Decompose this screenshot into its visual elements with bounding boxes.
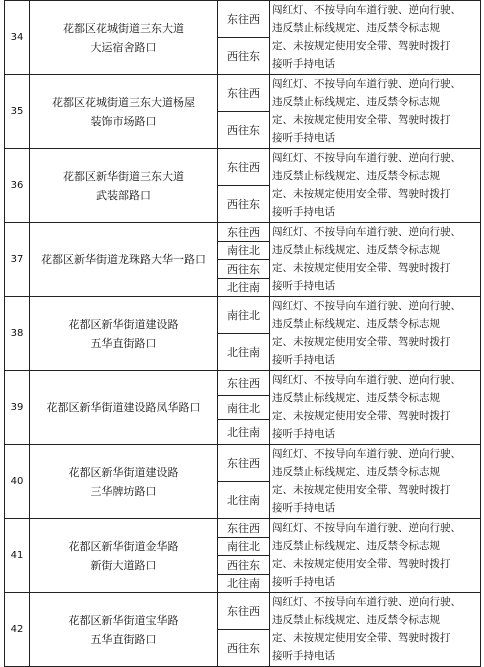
location-cell: [30, 519, 218, 593]
location-line: 五华直街路口: [90, 632, 157, 646]
violation-line: 违反禁止标线规定、违反禁令标志规: [272, 22, 440, 35]
violation-line: 接听手持电话: [272, 502, 335, 515]
violation-line: 闯红灯、不按导向车道行驶、逆向行驶、: [272, 78, 461, 90]
row-number: 35: [5, 75, 30, 149]
violation-line: 接听手持电话: [272, 576, 335, 589]
location-cell: [30, 445, 218, 519]
violation-line: 接听手持电话: [272, 206, 335, 219]
location-line: 花都区花城街道三东大道杨屋: [52, 95, 195, 109]
table-row: [5, 149, 481, 223]
location-line: 武装部路口: [96, 188, 151, 202]
row-number: 42: [5, 593, 30, 667]
direction-label: 南往北: [218, 396, 269, 421]
location-cell: [30, 297, 218, 371]
table-row: [5, 593, 481, 667]
row-number: 40: [5, 445, 30, 519]
table-row: [5, 75, 481, 149]
location-line: 三华牌坊路口: [90, 484, 157, 498]
directions-cell: [218, 593, 270, 667]
violation-line: 接听手持电话: [272, 58, 335, 71]
violation-line: 定、未按规定使用安全带、驾驶时拨打: [272, 40, 451, 53]
table-row: [5, 445, 481, 519]
direction-label: 东往西: [218, 223, 269, 242]
violations-cell: [270, 519, 481, 593]
location-cell: [30, 75, 218, 149]
violation-line: 接听手持电话: [272, 650, 335, 663]
violation-line: 闯红灯、不按导向车道行驶、逆向行驶、: [272, 300, 461, 312]
location-line: 花都区新华街道金华路: [68, 539, 179, 553]
direction-label: 西往东: [218, 556, 269, 575]
location-line: 花都区新华街道龙珠路大华一路口: [41, 253, 206, 266]
directions-cell: [218, 371, 270, 445]
directions-cell: [218, 149, 270, 223]
direction-label: 东往西: [218, 519, 269, 538]
row-number: 38: [5, 297, 30, 371]
location-cell: [30, 1, 218, 75]
location-line: 新街大道路口: [90, 558, 157, 572]
directions-cell: [218, 297, 270, 371]
violation-line: 闯红灯、不按导向车道行驶、逆向行驶、: [272, 448, 461, 460]
table-row: [5, 223, 481, 297]
table-body: [5, 1, 481, 667]
direction-label: 东往西: [218, 371, 269, 396]
location-line: 花都区新华街道建设路凤华路口: [46, 401, 201, 414]
location-cell: [30, 371, 218, 445]
row-number: 34: [5, 1, 30, 75]
location-line: 花都区花城街道三东大道: [63, 21, 184, 35]
location-cell: [30, 149, 218, 223]
location-line: 花都区新华街道三东大道: [63, 169, 184, 183]
direction-label: 西往东: [227, 50, 260, 63]
violation-line: 定、未按规定使用安全带、驾驶时拨打: [272, 114, 451, 127]
violation-line: 违反禁止标线规定、违反禁令标志规: [272, 170, 440, 183]
violation-line: 定、未按规定使用安全带、驾驶时拨打: [272, 558, 451, 571]
violation-line: 定、未按规定使用安全带、驾驶时拨打: [272, 632, 451, 645]
row-number: 37: [5, 223, 30, 297]
directions-cell: [218, 445, 270, 519]
violation-line: 违反禁止标线规定、违反禁令标志规: [272, 244, 440, 257]
location-line: 装饰市场路口: [90, 114, 157, 128]
violation-line: 闯红灯、不按导向车道行驶、逆向行驶、: [272, 152, 461, 164]
table-row: [5, 519, 481, 593]
direction-label: 南往北: [218, 297, 269, 334]
location-line: 大运宿舍路口: [90, 40, 157, 54]
direction-label: 西往东: [227, 198, 260, 211]
direction-label: 东往西: [218, 75, 269, 112]
direction-label: 南往北: [218, 242, 269, 261]
violation-line: 接听手持电话: [272, 428, 335, 441]
direction-label: 东往西: [218, 593, 269, 630]
violation-line: 闯红灯、不按导向车道行驶、逆向行驶、: [272, 374, 461, 386]
row-number: 36: [5, 149, 30, 223]
location-cell: [30, 593, 218, 667]
violations-cell: [270, 297, 481, 371]
directions-cell: [218, 223, 270, 297]
violations-cell: [270, 593, 481, 667]
row-number: 41: [5, 519, 30, 593]
directions-cell: [218, 519, 270, 593]
direction-label: 东往西: [218, 445, 269, 482]
direction-label: 北往南: [227, 346, 260, 359]
violation-camera-table: [4, 0, 481, 667]
violations-cell: [270, 445, 481, 519]
violation-line: 闯红灯、不按导向车道行驶、逆向行驶、: [272, 4, 461, 16]
row-number: 39: [5, 371, 30, 445]
table-row: [5, 297, 481, 371]
violation-line: 违反禁止标线规定、违反禁令标志规: [272, 392, 440, 405]
direction-label: 北往南: [227, 577, 260, 591]
directions-cell: [218, 1, 270, 75]
violation-line: 定、未按规定使用安全带、驾驶时拨打: [272, 188, 451, 201]
violation-line: 接听手持电话: [272, 132, 335, 145]
direction-label: 西往东: [227, 642, 260, 655]
location-line: 花都区新华街道建设路: [68, 317, 179, 331]
violation-line: 闯红灯、不按导向车道行驶、逆向行驶、: [272, 226, 461, 238]
violation-line: 违反禁止标线规定、违反禁令标志规: [272, 466, 440, 479]
violation-line: 违反禁止标线规定、违反禁令标志规: [272, 614, 440, 627]
direction-label: 东往西: [218, 1, 269, 38]
violations-cell: [270, 223, 481, 297]
violation-line: 定、未按规定使用安全带、驾驶时拨打: [272, 336, 451, 349]
direction-label: 西往东: [218, 260, 269, 279]
violation-line: 闯红灯、不按导向车道行驶、逆向行驶、: [272, 522, 461, 534]
violation-line: 闯红灯、不按导向车道行驶、逆向行驶、: [272, 596, 461, 608]
direction-label: 西往东: [227, 124, 260, 137]
violations-cell: [270, 75, 481, 149]
location-cell: [30, 223, 218, 297]
violation-line: 定、未按规定使用安全带、驾驶时拨打: [272, 410, 451, 423]
violation-line: 接听手持电话: [272, 354, 335, 367]
direction-label: 北往南: [227, 426, 260, 440]
table-row: [5, 1, 481, 75]
location-line: 花都区新华街道宝华路: [68, 613, 179, 627]
violation-line: 接听手持电话: [272, 280, 335, 293]
violations-cell: [270, 371, 481, 445]
table-row: [5, 371, 481, 445]
directions-cell: [218, 75, 270, 149]
location-line: 花都区新华街道建设路: [68, 465, 179, 479]
violation-line: 违反禁止标线规定、违反禁令标志规: [272, 540, 440, 553]
violation-line: 违反禁止标线规定、违反禁令标志规: [272, 96, 440, 109]
violation-line: 定、未按规定使用安全带、驾驶时拨打: [272, 484, 451, 497]
direction-label: 北往南: [227, 494, 260, 507]
violation-line: 违反禁止标线规定、违反禁令标志规: [272, 318, 440, 331]
violations-cell: [270, 149, 481, 223]
direction-label: 东往西: [218, 149, 269, 186]
direction-label: 南往北: [218, 538, 269, 557]
location-line: 五华直街路口: [90, 336, 157, 350]
violations-cell: [270, 1, 481, 75]
direction-label: 北往南: [227, 281, 260, 295]
violation-line: 定、未按规定使用安全带、驾驶时拨打: [272, 262, 451, 275]
